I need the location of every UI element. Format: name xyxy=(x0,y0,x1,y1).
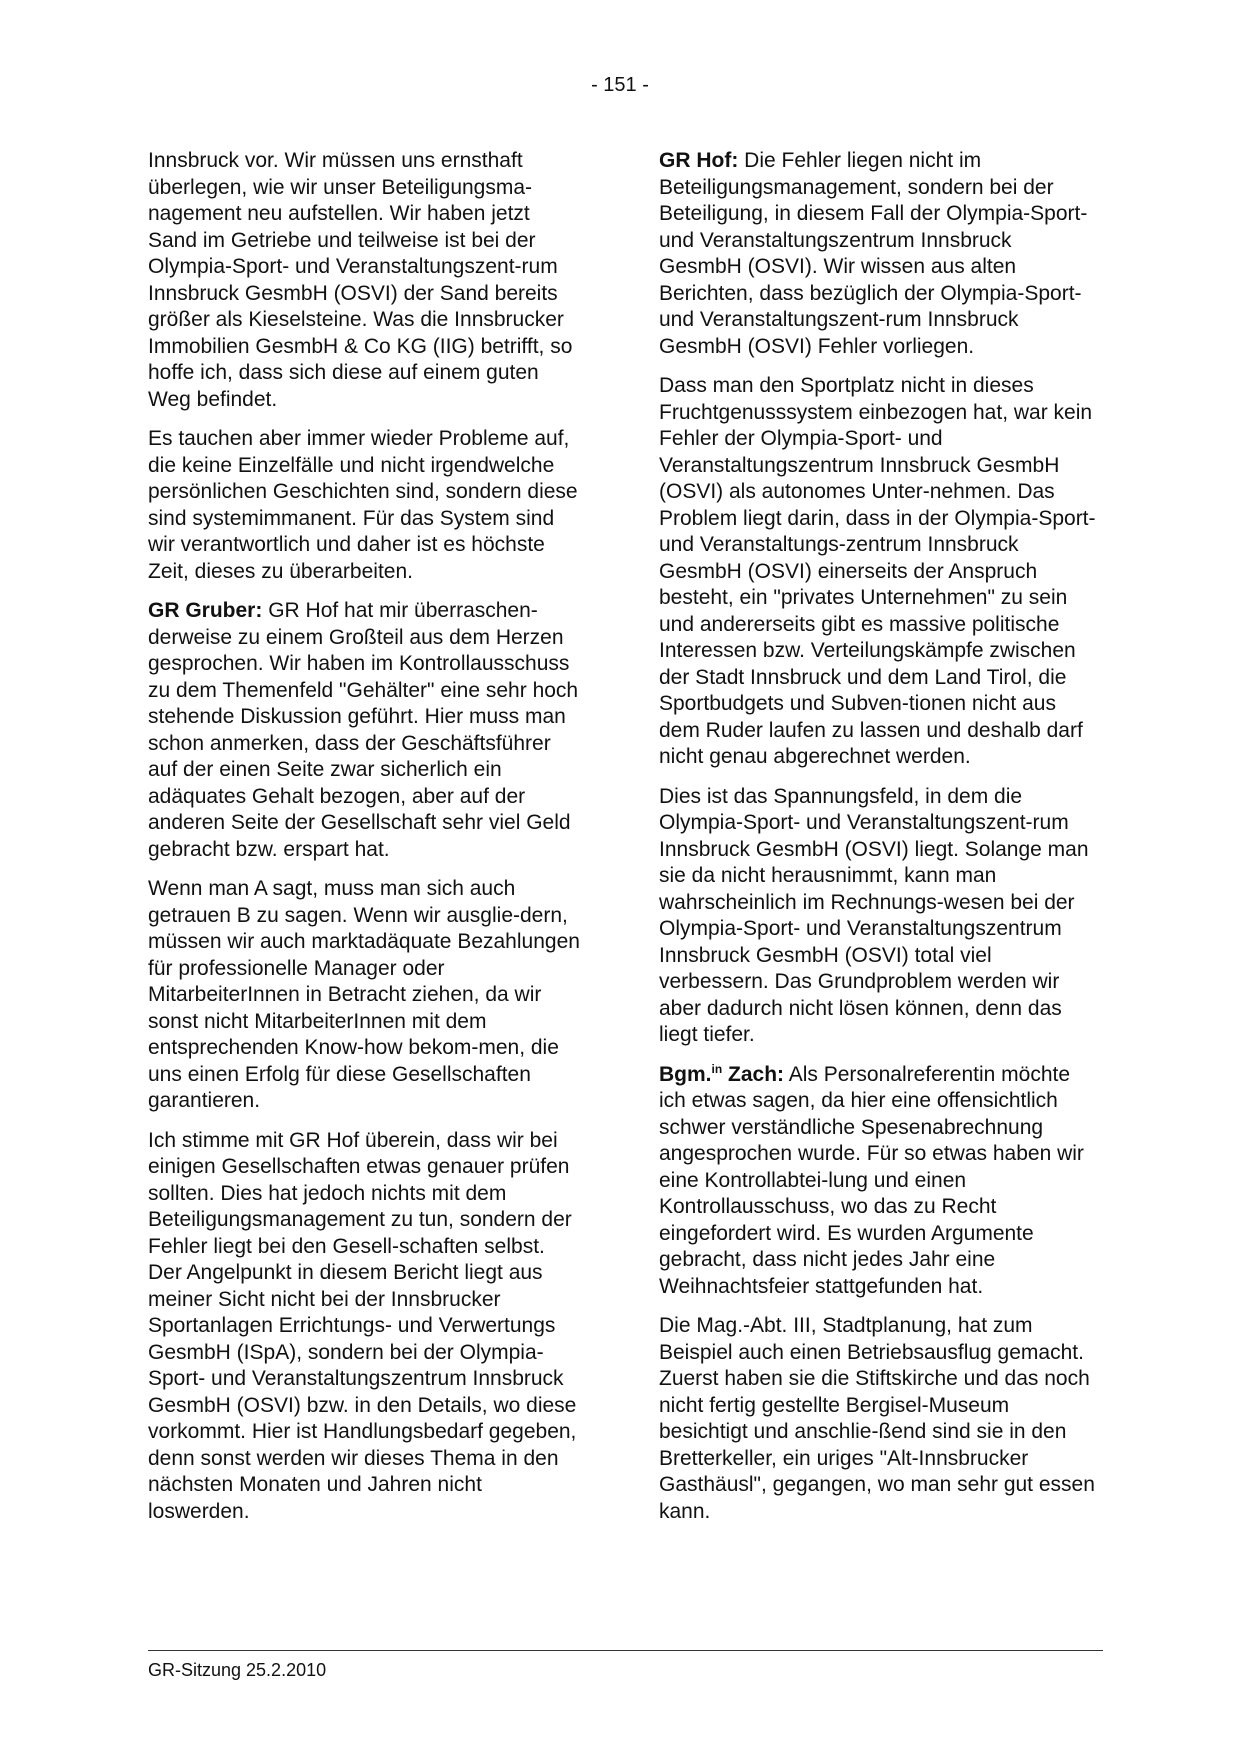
paragraph: Innsbruck vor. Wir müssen uns ernsthaft überlegen, wie wir unser Beteiligungsma-nagement neu aufstellen. Wir haben jetzt Sand im Getriebe und teilweise ist bei der Olympia-Sport- und Veranstaltungszent-rum Innsbruck GesmbH (OSVI) der Sand bereits größer als Kieselsteine. Was die Innsbrucker Immobilien GesmbH & Co KG (IIG) betrifft, so hoffe ich, dass sich diese auf einem guten Weg befindet. xyxy=(148,149,573,411)
paragraph: Wenn man A sagt, muss man sich auch getrauen B zu sagen. Wenn wir ausglie-dern, müssen wir auch marktadäquate Bezahlungen für professionelle Manager oder MitarbeiterInnen in Betracht ziehen, da wir sonst nicht MitarbeiterInnen mit dem entsprechenden Know-how bekom-men, die uns einen Erfolg für diese Gesellschaften garantieren. xyxy=(148,877,580,1112)
paragraph-text: Die Fehler liegen nicht im Beteiligungsmanagement, sondern bei der Beteiligung, in diesem Fall der Olympia-Sport- und Veranstaltungszentrum Innsbruck GesmbH (OSVI). Wir wissen aus alten Berichten, dass bezüglich der Olympia-Sport- und Veranstaltungszent-rum Innsbruck GesmbH (OSVI) Fehler vorliegen. xyxy=(659,149,1088,358)
paragraph: Dass man den Sportplatz nicht in dieses Fruchtgenusssystem einbezogen hat, war kein Fehler der Olympia-Sport- und Veranstaltungszentrum Innsbruck GesmbH (OSVI) als autonomes Unter-nehmen. Das Problem liegt darin, dass in der Olympia-Sport- und Veranstaltungs-zentrum Innsbruck GesmbH (OSVI) einerseits der Anspruch besteht, ein "privates Unternehmen" zu sein und andererseits gibt es massive politische Interessen bzw. Verteilungskämpfe zwischen der Stadt Innsbruck und dem Land Tirol, die Sportbudgets und Subven-tionen nicht aus dem Ruder laufen zu lassen und deshalb darf nicht genau abgerechnet werden. xyxy=(659,374,1096,768)
page-number: - 151 - xyxy=(591,74,649,96)
footer-divider xyxy=(148,1650,1103,1651)
speaker-label xyxy=(659,1063,784,1086)
paragraph: Es tauchen aber immer wieder Probleme auf, die keine Einzelfälle und nicht irgendwelche persönlichen Geschichten sind, sondern diese sind systemimmanent. Für das System sind wir verantwortlich und daher ist es höchste Zeit, dieses zu überarbeiten. xyxy=(148,427,578,583)
paragraph xyxy=(148,598,584,863)
right-column xyxy=(659,148,1099,1538)
paragraph xyxy=(659,1062,1099,1301)
speaker-title-suffix: in xyxy=(711,1061,723,1076)
paragraph xyxy=(659,148,1099,360)
speaker-label: GR Hof: xyxy=(659,149,739,172)
paragraph-text: Als Personalreferentin möchte ich etwas sagen, da hier eine offensichtlich schwer verständliche Spesenabrechnung angesprochen wurde. Für so etwas haben wir eine Kontrollabtei-lung und einen Kontrollausschuss, wo das zu Recht eingefordert wird. Es wurden Argumente gebracht, dass nicht jedes Jahr eine Weihnachtsfeier stattgefunden hat. xyxy=(659,1062,1084,1298)
speaker-label: GR Gruber: xyxy=(148,599,263,622)
speaker-name: Zach: xyxy=(728,1062,785,1086)
speaker-title: Bgm. xyxy=(659,1062,712,1086)
footer-text: GR-Sitzung 25.2.2010 xyxy=(148,1660,327,1680)
paragraph-text: GR Hof hat mir überraschen-derweise zu einem Großteil aus dem Herzen gesprochen. Wir haben im Kontrollausschuss zu dem Themenfeld "Gehälter" eine sehr hoch stehende Diskussion geführt. Hier muss man schon anmerken, dass der Geschäftsführer auf der einen Seite zwar sicherlich ein adäquates Gehalt bezogen, aber auf der anderen Seite der Gesellschaft sehr viel Geld gebracht bzw. erspart hat. xyxy=(148,599,579,861)
left-column xyxy=(148,148,584,1538)
paragraph: Dies ist das Spannungsfeld, in dem die Olympia-Sport- und Veranstaltungszent-rum Innsbruck GesmbH (OSVI) liegt. Solange man sie da nicht herausnimmt, kann man wahrscheinlich im Rechnungs-wesen bei der Olympia-Sport- und Veranstaltungszentrum Innsbruck GesmbH (OSVI) total viel verbessern. Das Grundproblem werden wir aber dadurch nicht lösen können, denn das liegt tiefer. xyxy=(659,784,1089,1046)
paragraph: Ich stimme mit GR Hof überein, dass wir bei einigen Gesellschaften etwas genauer prüfen sollten. Dies hat jedoch nichts mit dem Beteiligungsmanagement zu tun, sondern der Fehler liegt bei den Gesell-schaften selbst. Der Angelpunkt in diesem Bericht liegt aus meiner Sicht nicht bei der Innsbrucker Sportanlagen Errichtungs- und Verwertungs GesmbH (ISpA), sondern bei der Olympia-Sport- und Veranstaltungszentrum Innsbruck GesmbH (OSVI) bzw. in den Details, wo diese vorkommt. Hier ist Handlungsbedarf gegeben, denn sonst werden wir dieses Thema in den nächsten Monaten und Jahren nicht loswerden. xyxy=(148,1128,577,1523)
paragraph: Die Mag.-Abt. III, Stadtplanung, hat zum Beispiel auch einen Betriebsausflug gemacht. Zuerst haben sie die Stiftskirche und das noch nicht fertig gestellte Bergisel-Museum besichtigt und anschlie-ßend sind sie in den Bretterkeller, ein uriges "Alt-Innsbrucker Gasthäusl", gegangen, wo man sehr gut essen kann. xyxy=(659,1314,1095,1523)
